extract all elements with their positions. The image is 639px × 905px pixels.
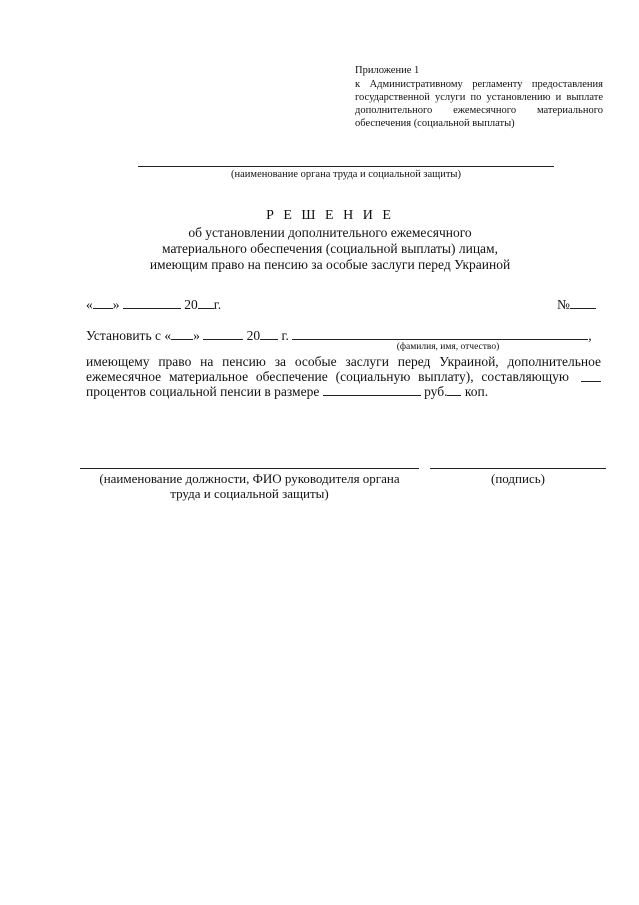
- establish-month-blank: [203, 328, 243, 340]
- body-line-2: ежемесячное материальное обеспечение (социальную выплату), составляющую: [86, 369, 569, 384]
- kop-label: коп.: [464, 384, 489, 399]
- body-line-1: имеющему право на пенсию за особые заслуги перед Украиной, дополнительное: [86, 354, 601, 369]
- date-year-suffix: г.: [213, 297, 222, 312]
- date-day-blank: [93, 297, 113, 309]
- rub-label: руб.: [424, 384, 448, 399]
- amount-rub-blank: [323, 384, 421, 396]
- number-sign: №: [557, 297, 570, 312]
- signature-line: [430, 468, 606, 469]
- date-year-blank: [198, 297, 214, 309]
- organ-name-line: [138, 166, 554, 167]
- establish-day-blank: [171, 328, 193, 340]
- establish-comma: ,: [588, 328, 592, 343]
- establish-text: Установить с «: [86, 328, 172, 343]
- establish-year-suffix: г.: [281, 328, 289, 343]
- body-line-3: [86, 384, 488, 400]
- signature-caption: (подпись): [491, 471, 545, 486]
- establish-close-quote: »: [193, 328, 200, 343]
- decision-heading: [100, 208, 560, 273]
- position-caption: [80, 471, 419, 501]
- position-signature-line: [80, 468, 419, 469]
- decision-subtitle-line-2: материального обеспечения (социальной выплаты) лицам,: [162, 241, 498, 256]
- date-row: [86, 297, 221, 313]
- body-line-3-start: процентов социальной пенсии в размере: [86, 384, 320, 399]
- amount-kop-blank: [447, 384, 461, 396]
- decision-subtitle-line-1: об установлении дополнительного ежемесячного: [188, 225, 472, 240]
- fio-caption: (фамилия, имя, отчество): [396, 342, 500, 352]
- appendix-line-3: дополнительного ежемесячного материального: [355, 105, 603, 116]
- date-close-quote: »: [112, 297, 120, 312]
- appendix-line-2: государственной услуги по установлению и выплате: [355, 92, 603, 103]
- date-month-blank: [123, 297, 181, 309]
- appendix-block: [355, 64, 603, 130]
- decision-subtitle-line-3: имеющим право на пенсию за особые заслуги перед Украиной: [149, 257, 511, 272]
- number-blank: [570, 297, 596, 309]
- appendix-line-1: к Административному регламенту предоставления: [355, 79, 603, 90]
- appendix-line-4: обеспечения (социальной выплаты): [355, 118, 515, 129]
- number-field: [557, 297, 596, 313]
- decision-title: Р Е Ш Е Н И Е: [266, 208, 394, 223]
- date-year-prefix: 20: [184, 297, 198, 312]
- establish-year-blank: [260, 328, 278, 340]
- fio-blank: [292, 328, 588, 340]
- organ-name-caption: (наименование органа труда и социальной защиты): [231, 169, 461, 180]
- date-open-quote: «: [86, 297, 93, 312]
- percent-blank: [581, 381, 601, 382]
- appendix-title: Приложение 1: [355, 65, 420, 76]
- establish-year-prefix: 20: [246, 328, 261, 343]
- position-caption-line-1: (наименование должности, ФИО руководителя органа: [99, 471, 400, 486]
- position-caption-line-2: труда и социальной защиты): [170, 486, 329, 501]
